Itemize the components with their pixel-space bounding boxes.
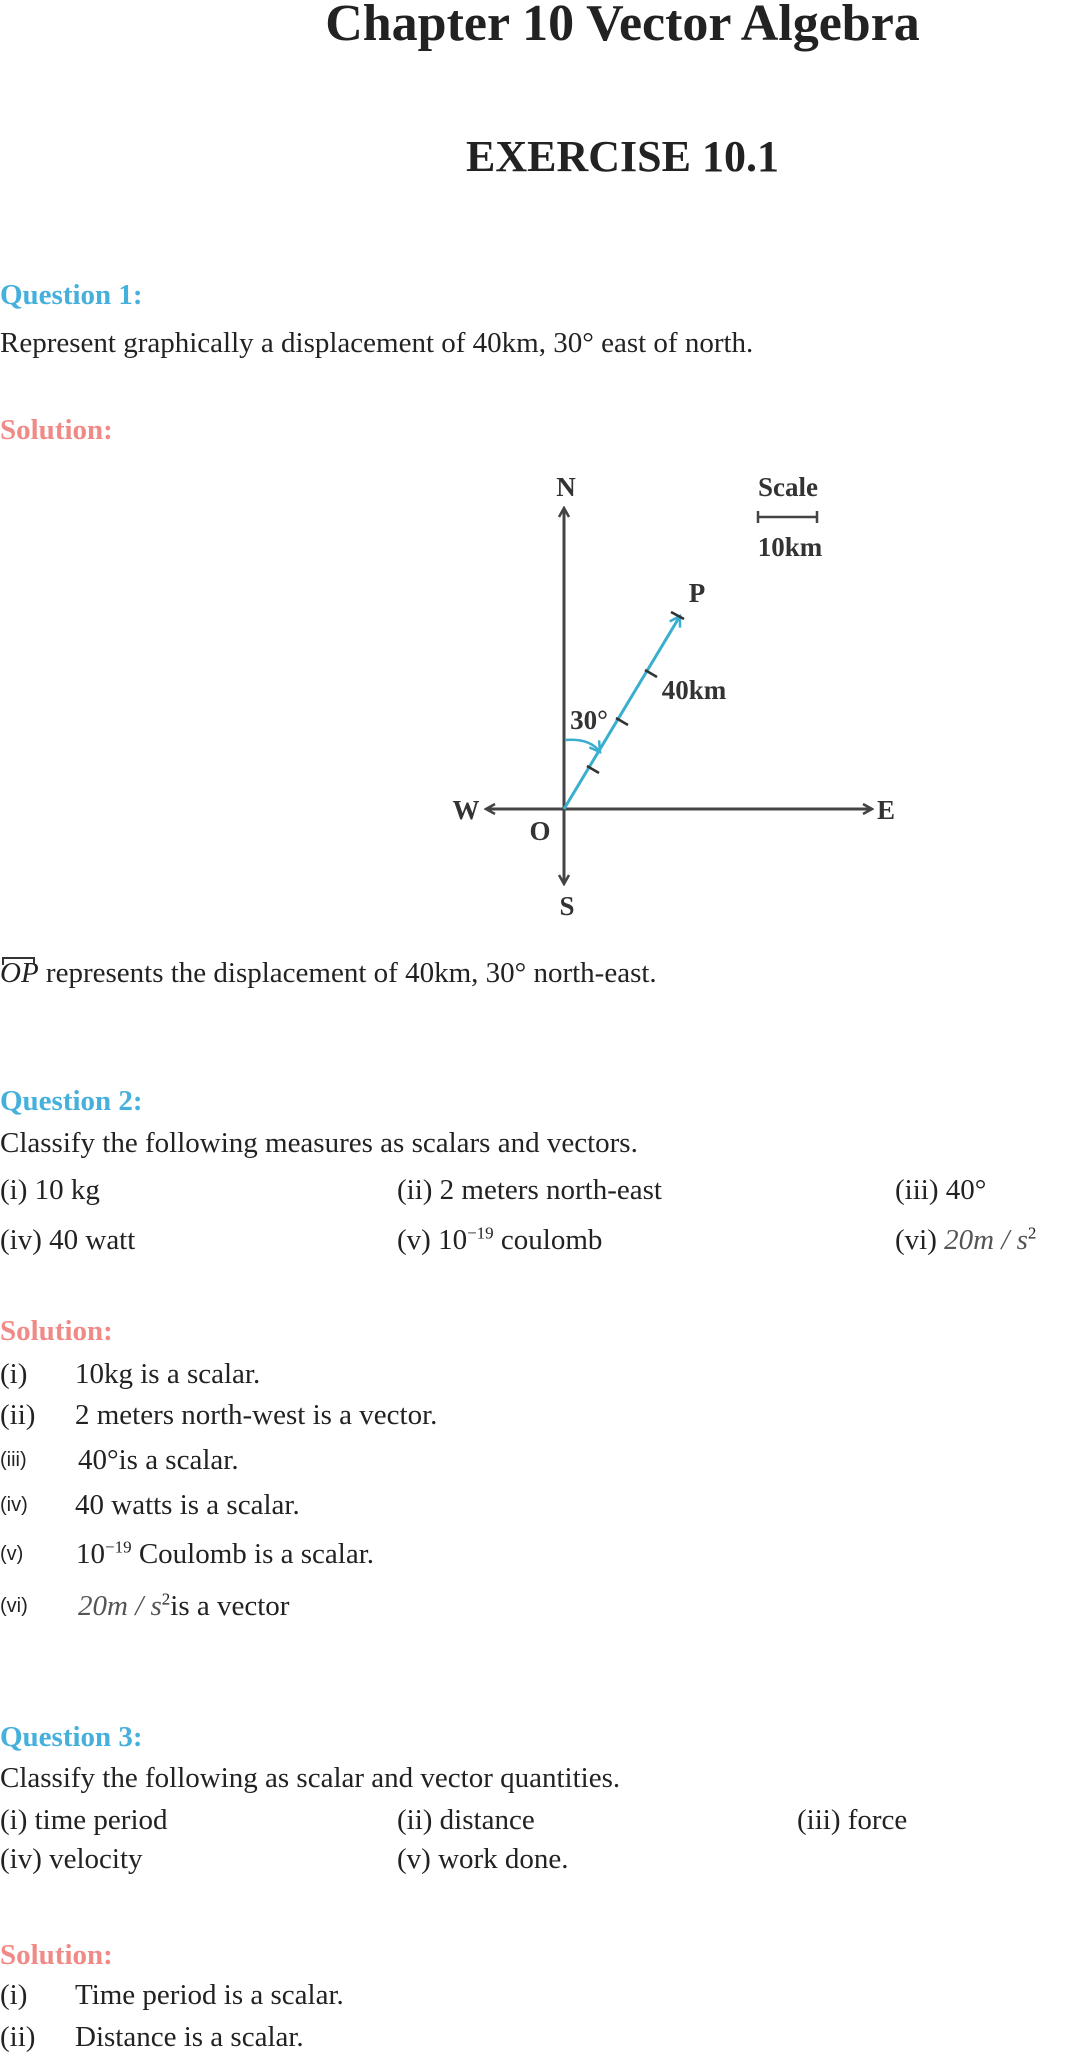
- label-north: N: [556, 472, 576, 502]
- label-east: E: [876, 795, 896, 825]
- q3-answer: (ii): [0, 2021, 36, 2053]
- question-2-text: Classify the following measures as scalars and vectors.: [0, 1127, 638, 1159]
- q3-item-v: (v) work done.: [397, 1843, 569, 1875]
- q2-item-v: (v) $10^{-19}$ coulomb: [397, 1223, 603, 1256]
- angle-arc: [565, 740, 600, 752]
- answer-1-text: represents the displacement of 40km, 30° north-east.: [38, 957, 657, 989]
- question-3-text: Classify the following as scalar and vector quantities.: [0, 1762, 621, 1794]
- q2-answer-text: 40 watts is a scalar.: [75, 1489, 300, 1521]
- q2-item-iii: (iii) 40°: [895, 1174, 987, 1206]
- solution-1-label: Solution:: [0, 414, 113, 446]
- question-1-text: Represent graphically a displacement of 40km, 30° east of north.: [0, 327, 754, 359]
- q2-item-iv: (iv) 40 watt: [0, 1224, 136, 1256]
- q2-answer-text: $10^{-19}$ Coulomb is a scalar.: [76, 1537, 375, 1570]
- q3-item-iv: (iv) velocity: [0, 1843, 143, 1875]
- solution-2-label: Solution:: [0, 1315, 113, 1347]
- question-3-label: Question 3:: [0, 1721, 143, 1753]
- label-west: W: [452, 795, 480, 825]
- q2-answer: (vi): [0, 1595, 28, 1617]
- q2-answer-text: 2 meters north-west is a vector.: [75, 1399, 438, 1431]
- q3-item-ii: (ii) distance: [397, 1804, 535, 1836]
- displacement-diagram: [0, 0, 1071, 1000]
- label-south: S: [559, 891, 575, 921]
- q3-answer-text: Time period is a scalar.: [75, 1979, 344, 2011]
- label-point-p: P: [688, 578, 706, 608]
- q3-item-iii: (iii) force: [797, 1804, 908, 1836]
- answer-1: [0, 955, 657, 991]
- q3-item-i: (i) time period: [0, 1804, 168, 1836]
- q2-answer: (iv): [0, 1494, 28, 1516]
- q2-answer-text: 10kg is a scalar.: [75, 1358, 261, 1390]
- label-angle: 30°: [570, 705, 608, 735]
- q2-answer: (v): [0, 1543, 24, 1565]
- label-scale-value: 10km: [757, 532, 823, 562]
- q2-answer: (iii): [0, 1449, 27, 1471]
- vector-op-symbol: OP: [0, 957, 39, 989]
- q2-item-i: (i) 10 kg: [0, 1174, 100, 1206]
- q2-answer: (i): [0, 1358, 28, 1390]
- exercise-heading: EXERCISE 10.1: [466, 132, 779, 181]
- label-length: 40km: [661, 675, 727, 705]
- q2-answer-text: 40°is a scalar.: [78, 1444, 239, 1476]
- question-2-label: Question 2:: [0, 1085, 143, 1117]
- chapter-title: Chapter 10 Vector Algebra: [325, 0, 920, 52]
- question-1-label: Question 1:: [0, 279, 143, 311]
- label-origin: O: [529, 816, 551, 846]
- scale-bar: [758, 511, 817, 523]
- q2-answer-text: $20m / s^2is$ a vector: [78, 1589, 290, 1622]
- q2-item-vi: (vi) $20m / s^2$: [895, 1223, 1037, 1256]
- solution-3-label: Solution:: [0, 1939, 113, 1971]
- q3-answer-text: Distance is a scalar.: [75, 2021, 304, 2053]
- q2-item-ii: (ii) 2 meters north-east: [397, 1174, 662, 1206]
- q2-answer: (ii): [0, 1399, 36, 1431]
- q3-answer: (i): [0, 1979, 28, 2011]
- label-scale: Scale: [758, 472, 818, 502]
